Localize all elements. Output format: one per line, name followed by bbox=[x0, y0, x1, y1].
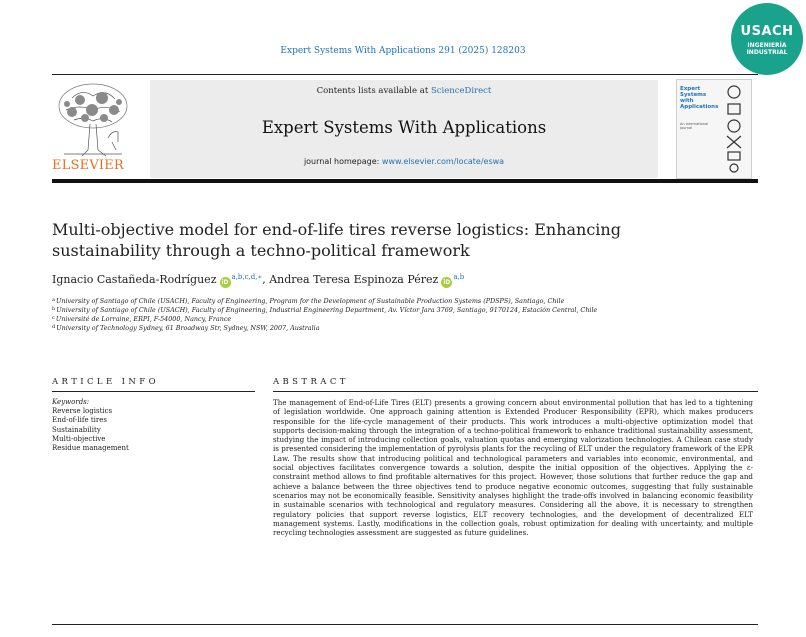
affiliation-mark: c bbox=[52, 315, 55, 321]
author-separator: , bbox=[262, 273, 270, 286]
affiliation-text: University of Santiago of Chile (USACH), Faculty of Engineering, Industrial Engineering Department, Av. Víctor Jara 3769, Santiago, 9170124, Estación Central, Chile bbox=[56, 306, 598, 314]
author-affiliation-marks[interactable]: a,b,c,d,∗ bbox=[231, 273, 263, 281]
badge-subtitle bbox=[731, 42, 803, 56]
affiliation bbox=[52, 297, 564, 305]
affiliation-text: University of Technology Sydney, 61 Broadway Str, Sydney, NSW, 2007, Australia bbox=[56, 324, 320, 332]
cover-subtitle: An International Journal bbox=[680, 122, 709, 130]
keyword-list bbox=[52, 407, 129, 453]
article-info-heading: ARTICLE INFO bbox=[52, 377, 159, 387]
journal-reference[interactable]: Expert Systems With Applications 291 (2025) 128203 bbox=[280, 46, 526, 56]
badge-line-3: INDUSTRIAL bbox=[746, 49, 788, 56]
homepage-prefix: journal homepage: bbox=[303, 157, 382, 166]
orcid-icon[interactable]: iD bbox=[443, 279, 451, 286]
abstract-text: The management of End-of-Life Tires (ELT) presents a growing concern about environmental pollution that has led to a tightening of legislation worldwide. One approach gaining attention is Extended Producer Responsibility (EPR), which makes producers responsible for the life-cycle management of their products. This work introduces a multi-objective optimization model that supports decision-making through the integration of a techno-political framework to enhance traditional sustainability assessment, studying the impact of introducing collection goals, valuation quotas and emerging valorization technologies. A Chilean case study is presented considering the implementation of pyrolysis plants for the recycling of ELT under the regulatory framework of the EPR Law. The results show that introducing political and technological parameters and variables into economic, environmental, and social objectives facilitates convergence towards a solution, despite the initial opposition of the objectives. Applying the ε-constraint method allows to find profitable alternatives for this project. However, those solutions that further reduce the gap and achieve a balance between the three objectives tend to produce negative economic outcomes, suggesting that fully sustainable scenarios may not be economically feasible. Sensitivity analyses highlight the trade-offs involved in balancing economic feasibility in sustainable scenarios with technological and regulatory measures. Considering all the above, it is necessary to strengthen regulatory policies that support reverse logistics, ELT recovery technologies, and the development of decentralized ELT management systems. Lastly, modifications in the collection goals, robust optimization for dealing with uncertainty, and multiple recycling technologies assessment are suggested as future guidelines. bbox=[273, 398, 753, 538]
author-list bbox=[52, 273, 464, 288]
keyword-item: Reverse logistics bbox=[52, 407, 113, 415]
keyword-item: Multi-objective bbox=[52, 434, 106, 443]
elsevier-wordmark[interactable]: ELSEVIER bbox=[52, 158, 124, 173]
affiliation bbox=[52, 324, 320, 332]
keywords-label: Keywords: bbox=[52, 398, 90, 406]
masthead-top-rule bbox=[52, 74, 758, 75]
keyword-item: End-of-life tires bbox=[52, 416, 107, 425]
contents-line bbox=[150, 86, 658, 96]
sciencedirect-link[interactable]: ScienceDirect bbox=[430, 86, 492, 96]
cover-icons-graphic bbox=[719, 84, 749, 174]
masthead-bottom-rule bbox=[52, 179, 758, 183]
usach-badge-logo bbox=[731, 3, 803, 75]
affiliation-mark: b bbox=[52, 306, 56, 312]
badge-title: USACH bbox=[740, 24, 794, 39]
cover-title: Expert Systems with Applications bbox=[680, 86, 719, 110]
footer-rule bbox=[52, 624, 758, 625]
journal-cover-thumbnail[interactable] bbox=[676, 79, 752, 179]
author-name[interactable]: Ignacio Castañeda-Rodríguez bbox=[52, 273, 217, 286]
orcid-icon[interactable]: iD bbox=[221, 279, 229, 286]
homepage-link[interactable]: www.elsevier.com/locate/eswa bbox=[381, 157, 505, 166]
article-info-rule bbox=[52, 391, 255, 392]
author-name[interactable]: Andrea Teresa Espinoza Pérez bbox=[269, 273, 439, 286]
contents-prefix: Contents lists available at bbox=[316, 86, 431, 96]
journal-title: Expert Systems With Applications bbox=[261, 118, 547, 137]
homepage-line bbox=[150, 157, 658, 166]
abstract-rule bbox=[273, 391, 758, 392]
affiliation bbox=[52, 306, 597, 314]
affiliation-mark: a bbox=[52, 297, 55, 303]
elsevier-tree-logo bbox=[52, 80, 134, 160]
badge-line-2: INGENIERÍA bbox=[747, 42, 787, 49]
affiliation bbox=[52, 315, 231, 323]
affiliation-mark: d bbox=[52, 324, 56, 330]
affiliation-text: University of Santiago of Chile (USACH), Faculty of Engineering, Program for the Development of Sustainable Production Systems (PDSPS), Santiago, Chile bbox=[55, 297, 565, 305]
keyword-item: Sustainability bbox=[52, 425, 101, 434]
affiliation-text: Université de Lorraine, ERPI, F-54000, Nancy, France bbox=[55, 315, 232, 323]
abstract-heading: ABSTRACT bbox=[273, 377, 349, 387]
keyword-item: Residue management bbox=[52, 444, 129, 453]
article-title: Multi-objective model for end-of-life tires reverse logistics: Enhancing sustainability through a techno-political framework bbox=[52, 220, 621, 260]
author-affiliation-marks[interactable]: a,b bbox=[453, 273, 465, 281]
